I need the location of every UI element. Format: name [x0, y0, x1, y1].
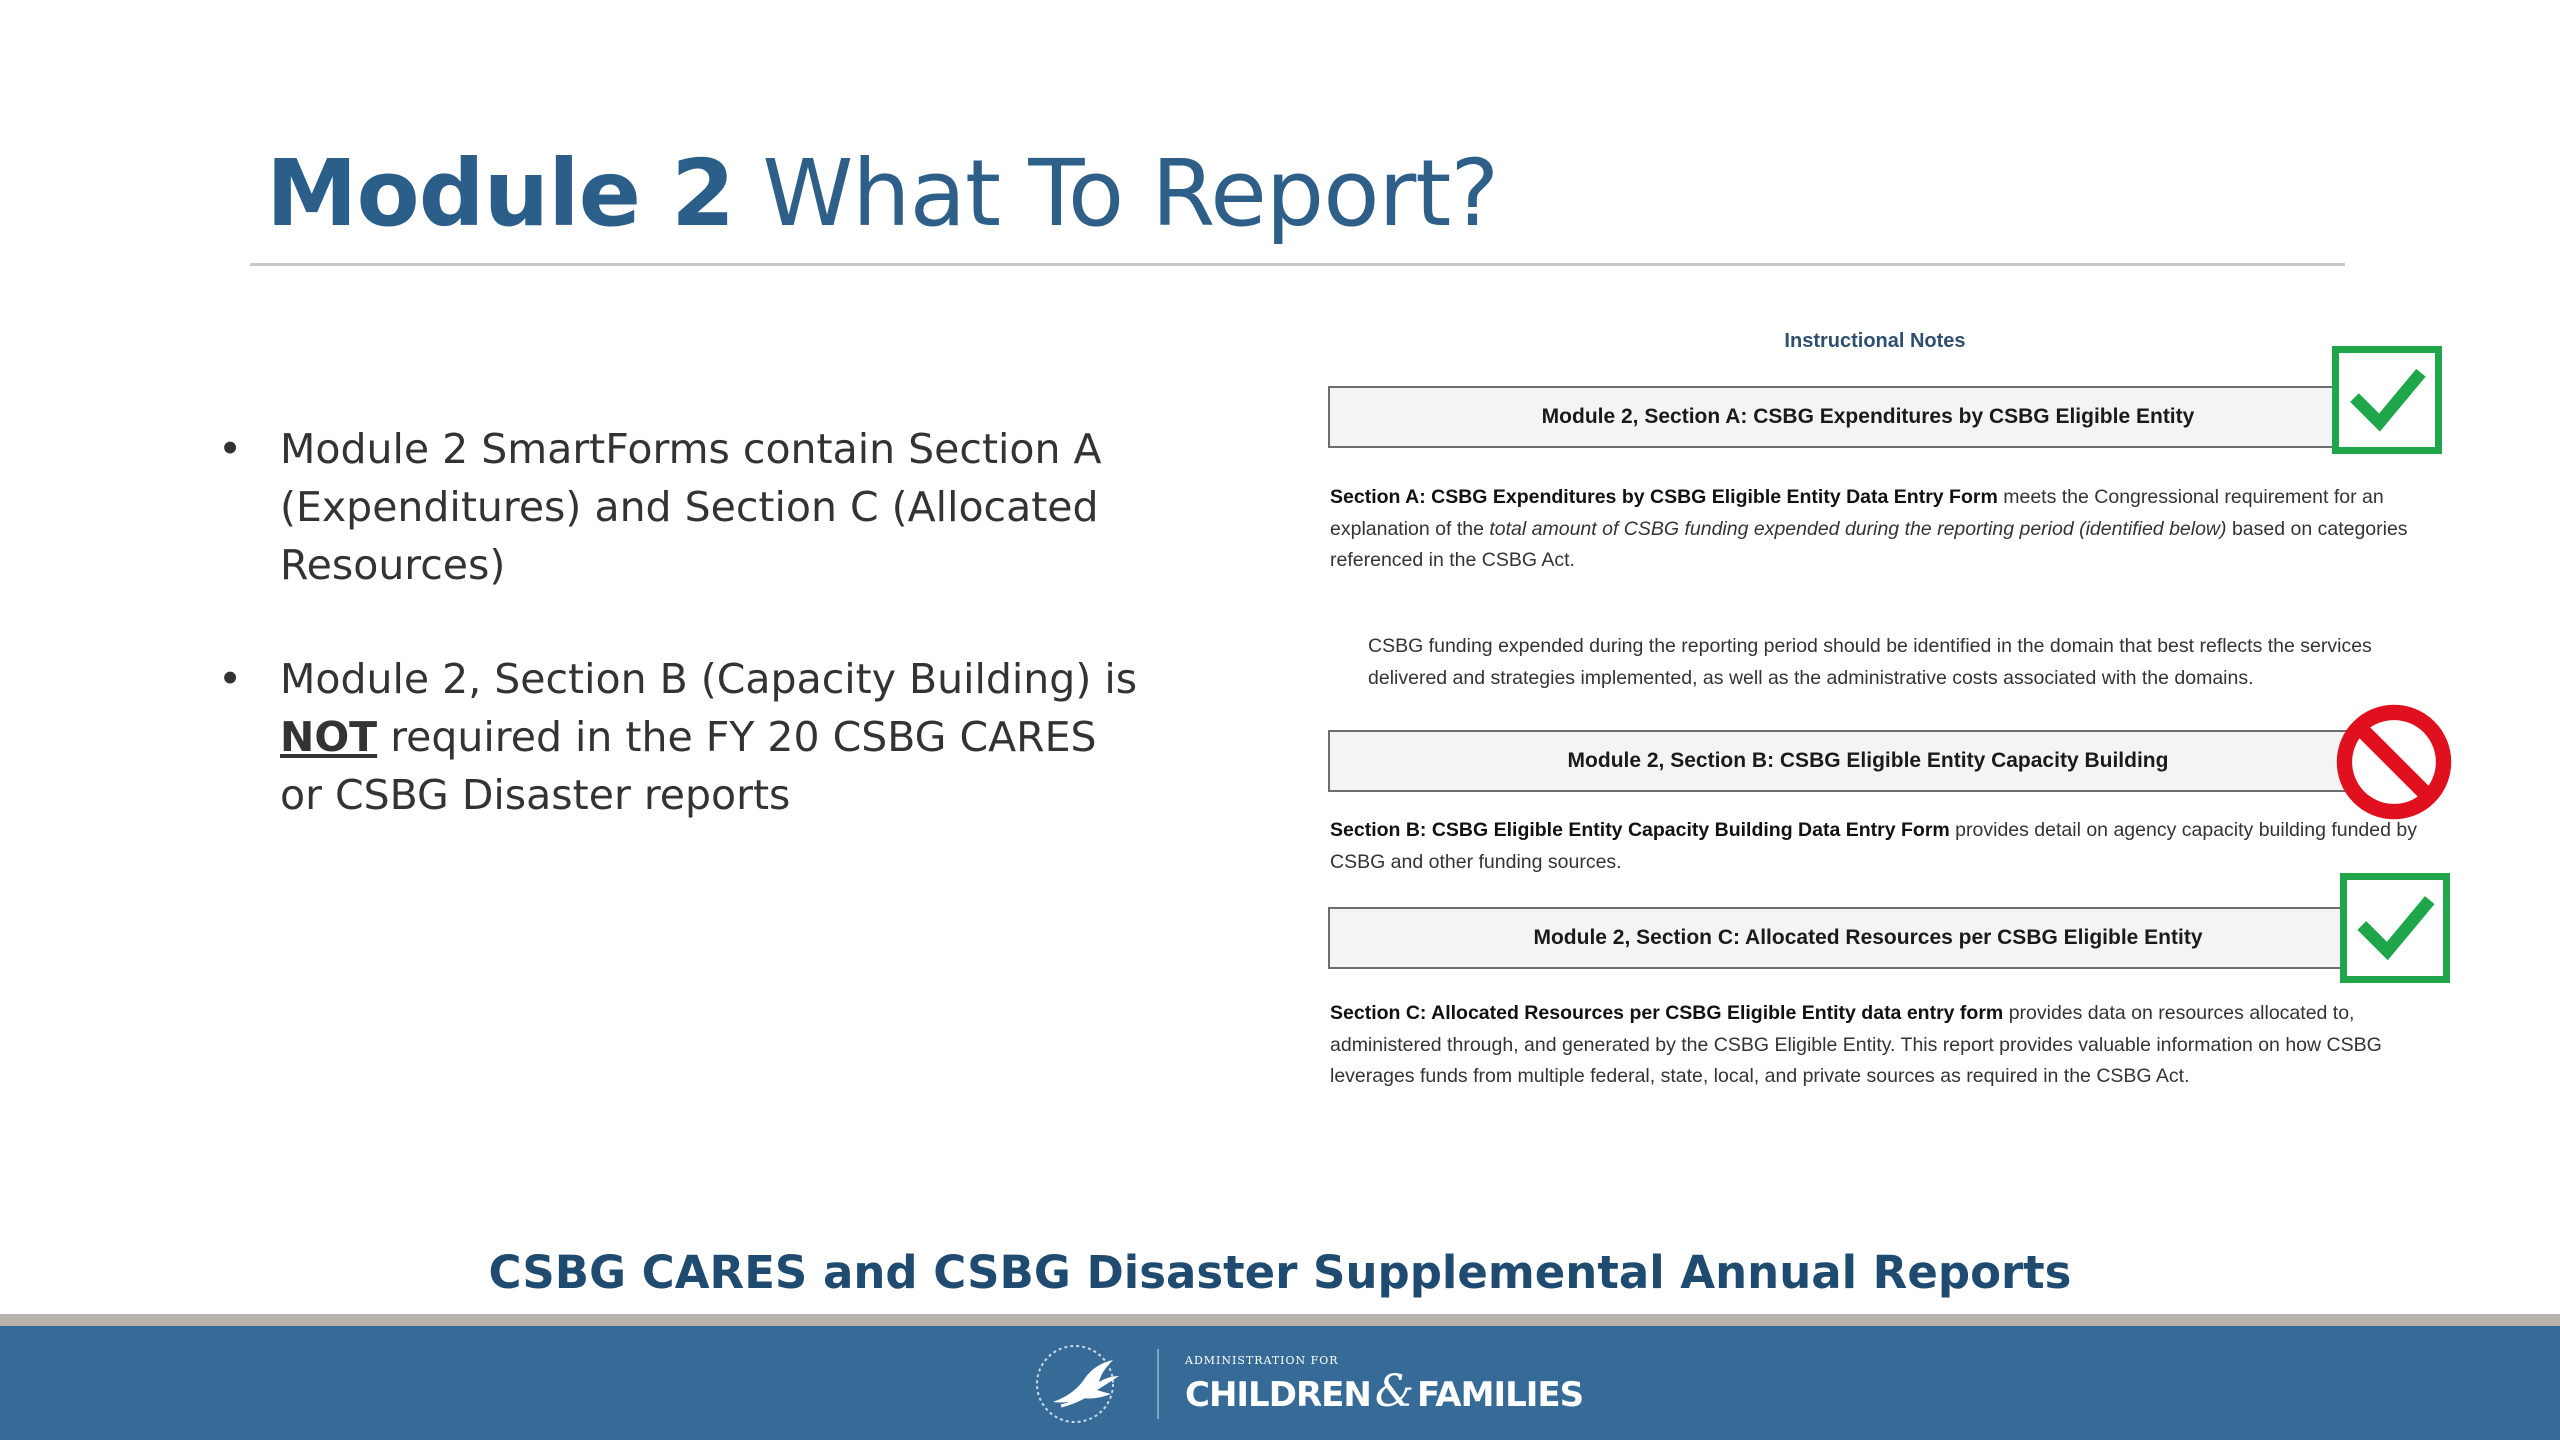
emphasis-not: NOT: [280, 713, 378, 761]
section-a-header: Module 2, Section A: CSBG Expenditures by CSBG Eligible Entity: [1328, 386, 2408, 448]
section-a-note: CSBG funding expended during the reporting period should be identified in the domain that best reflects the services delivered and strategies implemented, as well as the administrative costs associated with the domains.: [1368, 635, 2372, 689]
check-icon: [2332, 346, 2442, 454]
section-b-description: [1330, 815, 2420, 878]
prohibited-icon: [2335, 703, 2453, 821]
bullet-dot: •: [218, 655, 243, 703]
section-c-header: Module 2, Section C: Allocated Resources per CSBG Eligible Entity: [1328, 907, 2408, 969]
title-module: Module 2: [266, 140, 735, 247]
bullet-dot: •: [218, 425, 243, 473]
acf-children: CHILDREN: [1185, 1374, 1371, 1415]
acf-ampersand: &: [1374, 1365, 1413, 1417]
section-c-form-name: Section C: Allocated Resources per CSBG Eligible Entity data entry form: [1330, 1002, 2004, 1024]
section-a-text: meets the Congressional requirement for an explanation of the: [1330, 486, 2384, 540]
title-divider: [250, 263, 2345, 266]
section-b-form-name: Section B: CSBG Eligible Entity Capacity Building Data Entry Form: [1330, 819, 1950, 841]
section-c-text: provides data on resources allocated to, administered through, and generated by the CSBG Eligible Entity. This report provides valuable information on how CSBG leverages funds from multiple federal, state, local, and private sources as required in the CSBG Act.: [1330, 1002, 2382, 1087]
hhs-eagle-icon: [1025, 1342, 1135, 1426]
doc-heading: Instructional Notes: [1784, 330, 1966, 352]
section-c-description: [1330, 998, 2420, 1093]
acf-main-text: [1185, 1365, 1584, 1417]
acf-families: FAMILIES: [1416, 1374, 1584, 1415]
bullet-text: Module 2, Section B (Capacity Building) is: [280, 655, 1138, 703]
check-icon: [2340, 873, 2450, 983]
section-a-italic: total amount of CSBG funding expended during the reporting period (identified below): [1489, 517, 2227, 540]
title-question: What To Report?: [762, 140, 1499, 247]
section-a-description: [1330, 482, 2420, 577]
bullet-item: [218, 420, 1138, 594]
slide-title: [266, 140, 1498, 247]
bullet-text: required in the FY 20 CSBG CARES or CSBG Disaster reports: [280, 713, 1097, 819]
acf-wordmark: [1185, 1353, 1584, 1417]
section-a-text-end: based on categories referenced in the CSBG Act.: [1330, 517, 2408, 571]
section-b-header: Module 2, Section B: CSBG Eligible Entity Capacity Building: [1328, 730, 2408, 792]
acf-logo: [1025, 1340, 1583, 1428]
logo-separator: [1157, 1349, 1159, 1419]
section-b-text: provides detail on agency capacity building funded by CSBG and other funding sources.: [1330, 819, 2417, 873]
footer-stripe: [0, 1314, 2560, 1326]
bullet-list: [218, 420, 1138, 880]
acf-small-text: ADMINISTRATION FOR: [1185, 1353, 1339, 1367]
section-a-form-name: Section A: CSBG Expenditures by CSBG Eligible Entity Data Entry Form: [1330, 486, 1998, 508]
footer-title: CSBG CARES and CSBG Disaster Supplemental Annual Reports: [488, 1246, 2072, 1299]
bullet-text: Module 2 SmartForms contain Section A (Expenditures) and Section C (Allocated Resources): [280, 425, 1102, 589]
bullet-item: [218, 650, 1138, 824]
